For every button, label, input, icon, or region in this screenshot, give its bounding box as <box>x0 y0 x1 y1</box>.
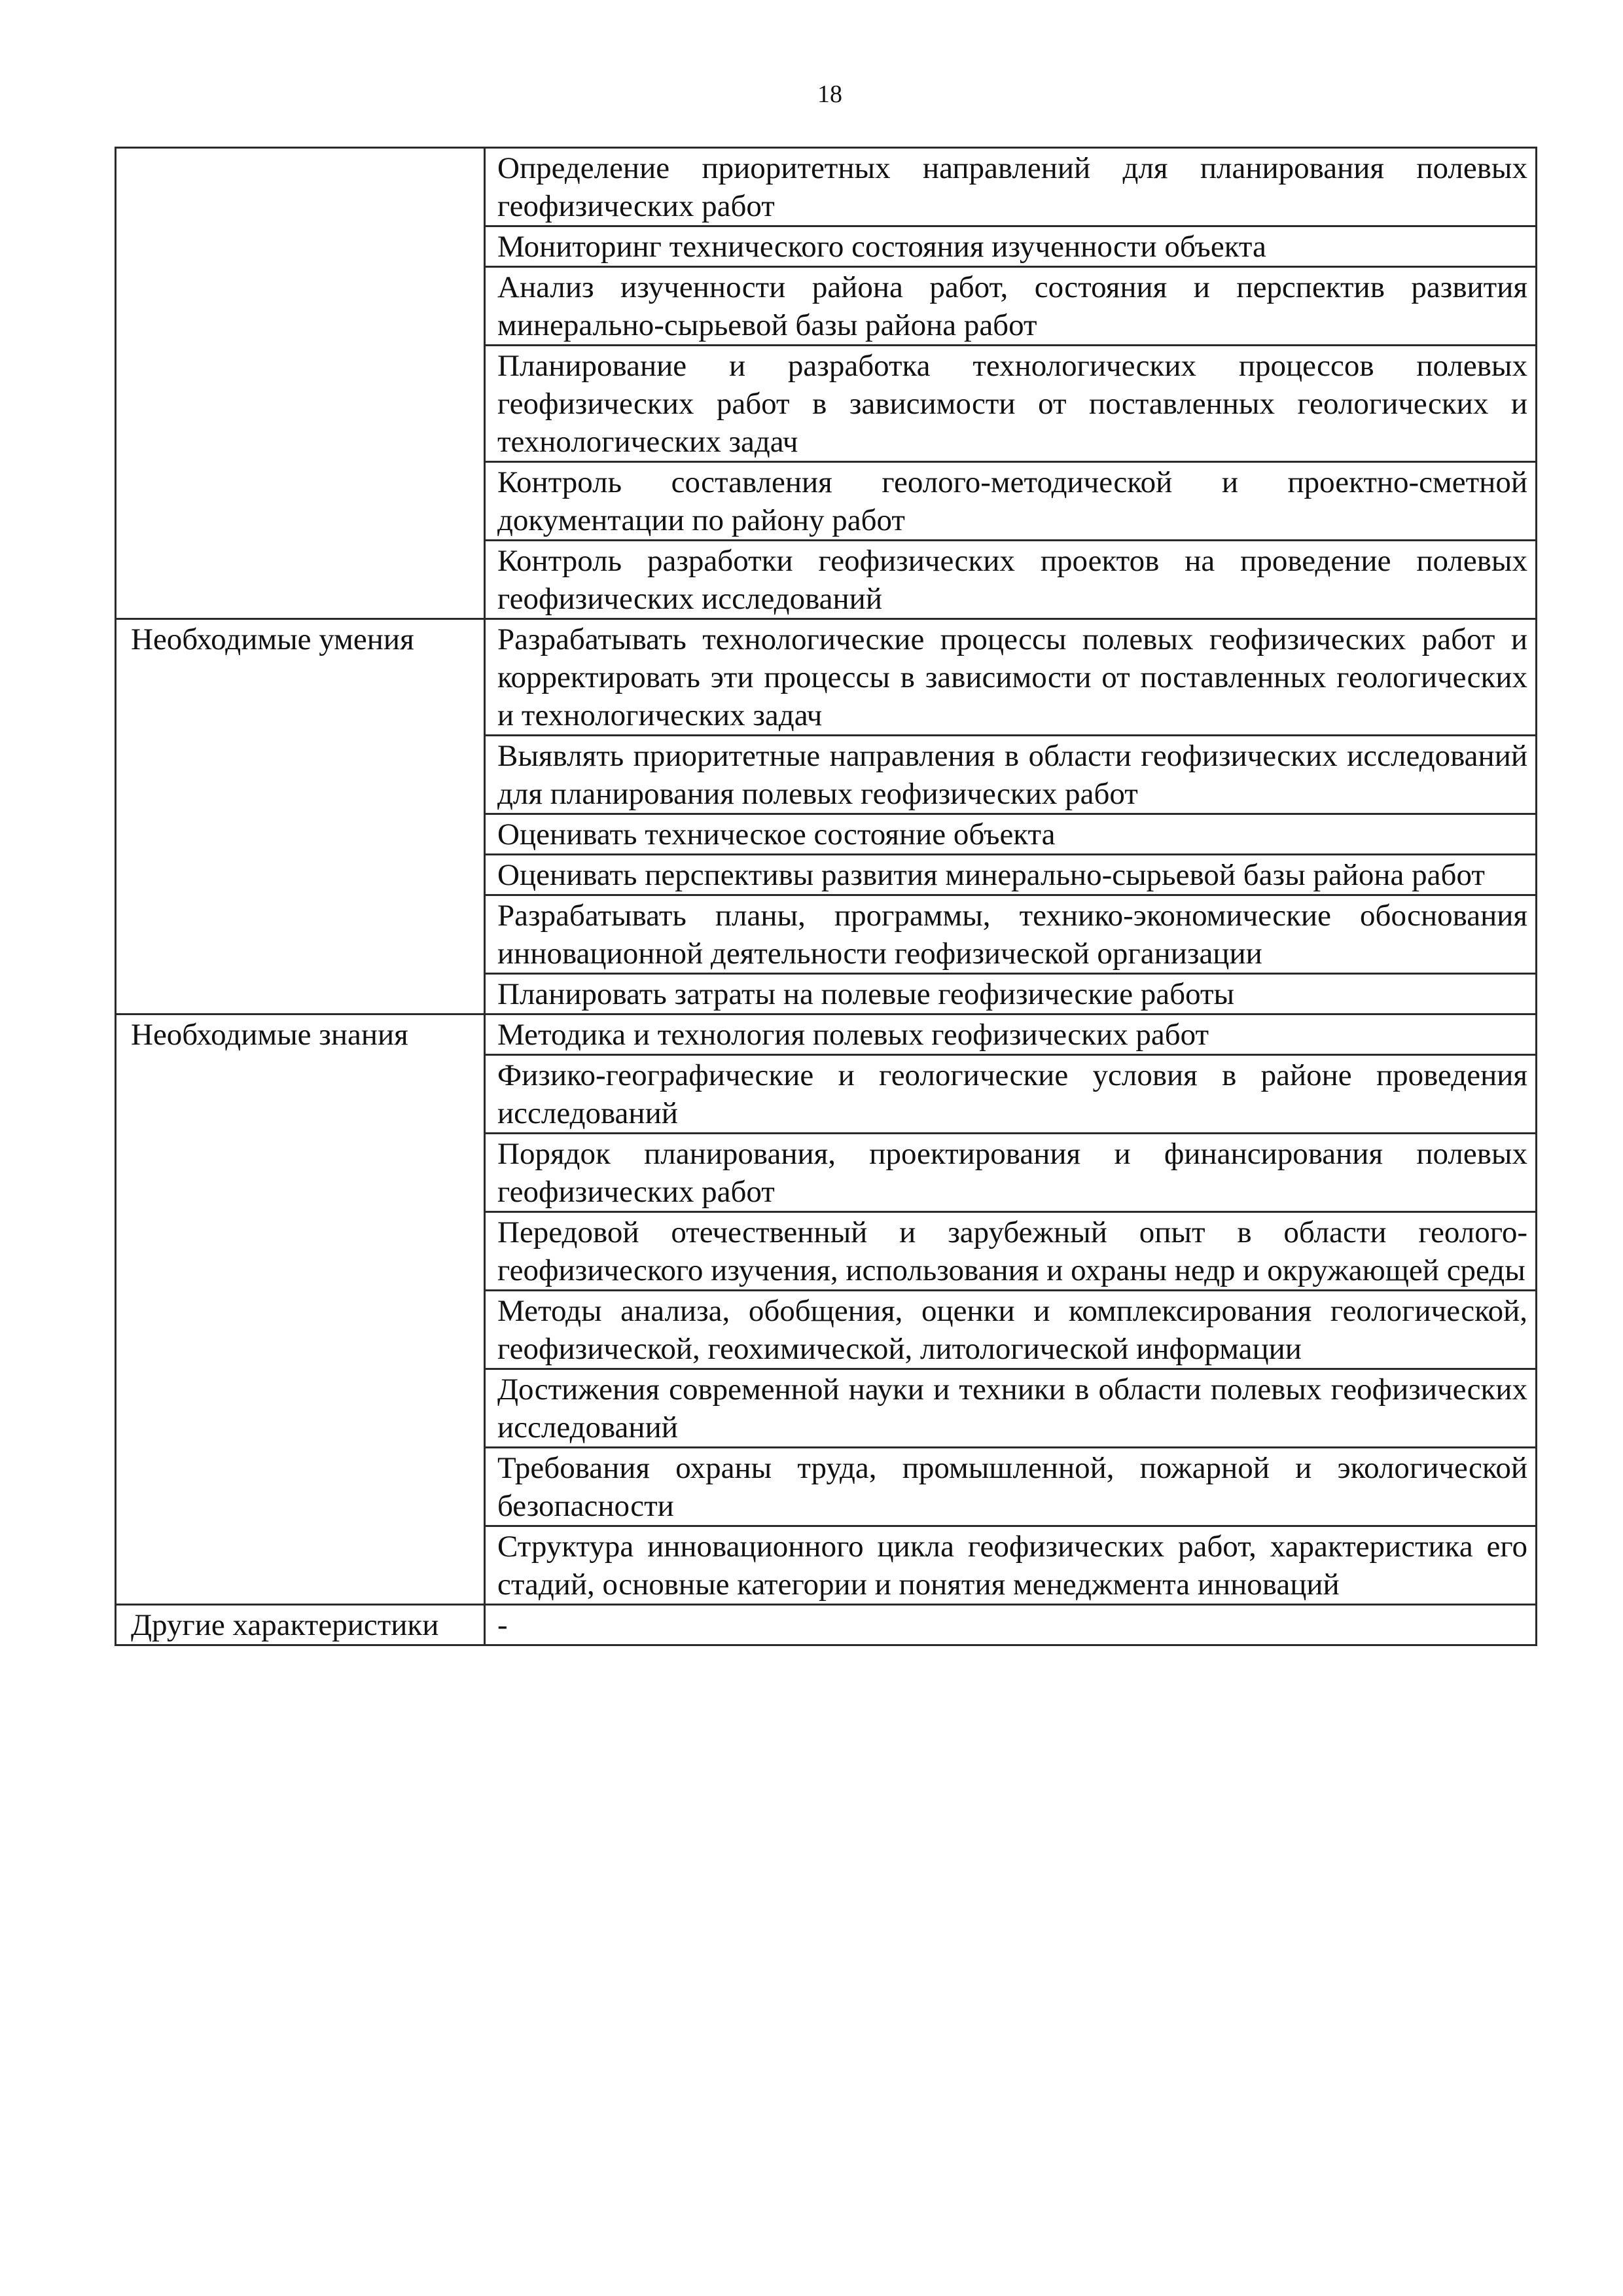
table-cell: Методика и технология полевых геофизических работ <box>485 1014 1537 1055</box>
table-cell: Разрабатывать планы, программы, технико-экономические обоснования инновационной деятельности геофизической организации <box>485 895 1537 974</box>
continued-label-cell <box>116 148 485 619</box>
knowledge-label-cell: Необходимые знания <box>116 1014 485 1605</box>
table-cell: Разрабатывать технологические процессы полевых геофизических работ и корректировать эти процессы в зависимости от поставленных геологических и технологических задач <box>485 619 1537 736</box>
table-cell: Методы анализа, обобщения, оценки и комплексирования геологической, геофизической, геохимической, литологической информации <box>485 1291 1537 1369</box>
table-cell: Мониторинг технического состояния изученности объекта <box>485 226 1537 267</box>
table-row <box>116 1014 1537 1055</box>
table-cell: Оценивать перспективы развития минерально-сырьевой базы района работ <box>485 855 1537 895</box>
other-label-cell: Другие характеристики <box>116 1605 485 1645</box>
other-value-cell: - <box>485 1605 1537 1645</box>
table-cell: Определение приоритетных направлений для планирования полевых геофизических работ <box>485 148 1537 226</box>
table-row <box>116 619 1537 736</box>
table-cell: Передовой отечественный и зарубежный опыт в области геолого-геофизического изучения, использования и охраны недр и окружающей среды <box>485 1212 1537 1291</box>
table-cell: Достижения современной науки и техники в области полевых геофизических исследований <box>485 1369 1537 1448</box>
table-cell: Порядок планирования, проектирования и финансирования полевых геофизических работ <box>485 1134 1537 1212</box>
table-cell: Контроль разработки геофизических проектов на проведение полевых геофизических исследований <box>485 541 1537 619</box>
skills-label-cell: Необходимые умения <box>116 619 485 1014</box>
page-number: 18 <box>817 81 842 108</box>
table-row <box>116 148 1537 226</box>
table-cell: Физико-географические и геологические условия в районе проведения исследований <box>485 1055 1537 1134</box>
table-row <box>116 1605 1537 1645</box>
table-cell: Планировать затраты на полевые геофизические работы <box>485 974 1537 1014</box>
table-cell: Структура инновационного цикла геофизических работ, характеристика его стадий, основные категории и понятия менеджмента инноваций <box>485 1526 1537 1605</box>
table-cell: Выявлять приоритетные направления в области геофизических исследований для планирования полевых геофизических работ <box>485 736 1537 814</box>
table-cell: Анализ изученности района работ, состояния и перспектив развития минерально-сырьевой базы района работ <box>485 267 1537 346</box>
table-cell: Планирование и разработка технологических процессов полевых геофизических работ в зависимости от поставленных геологических и технологических задач <box>485 346 1537 462</box>
table-cell: Требования охраны труда, промышленной, пожарной и экологической безопасности <box>485 1448 1537 1526</box>
table-cell: Оценивать техническое состояние объекта <box>485 814 1537 855</box>
table-cell: Контроль составления геолого-методической и проектно-сметной документации по району работ <box>485 462 1537 541</box>
characteristics-table <box>115 147 1537 1646</box>
